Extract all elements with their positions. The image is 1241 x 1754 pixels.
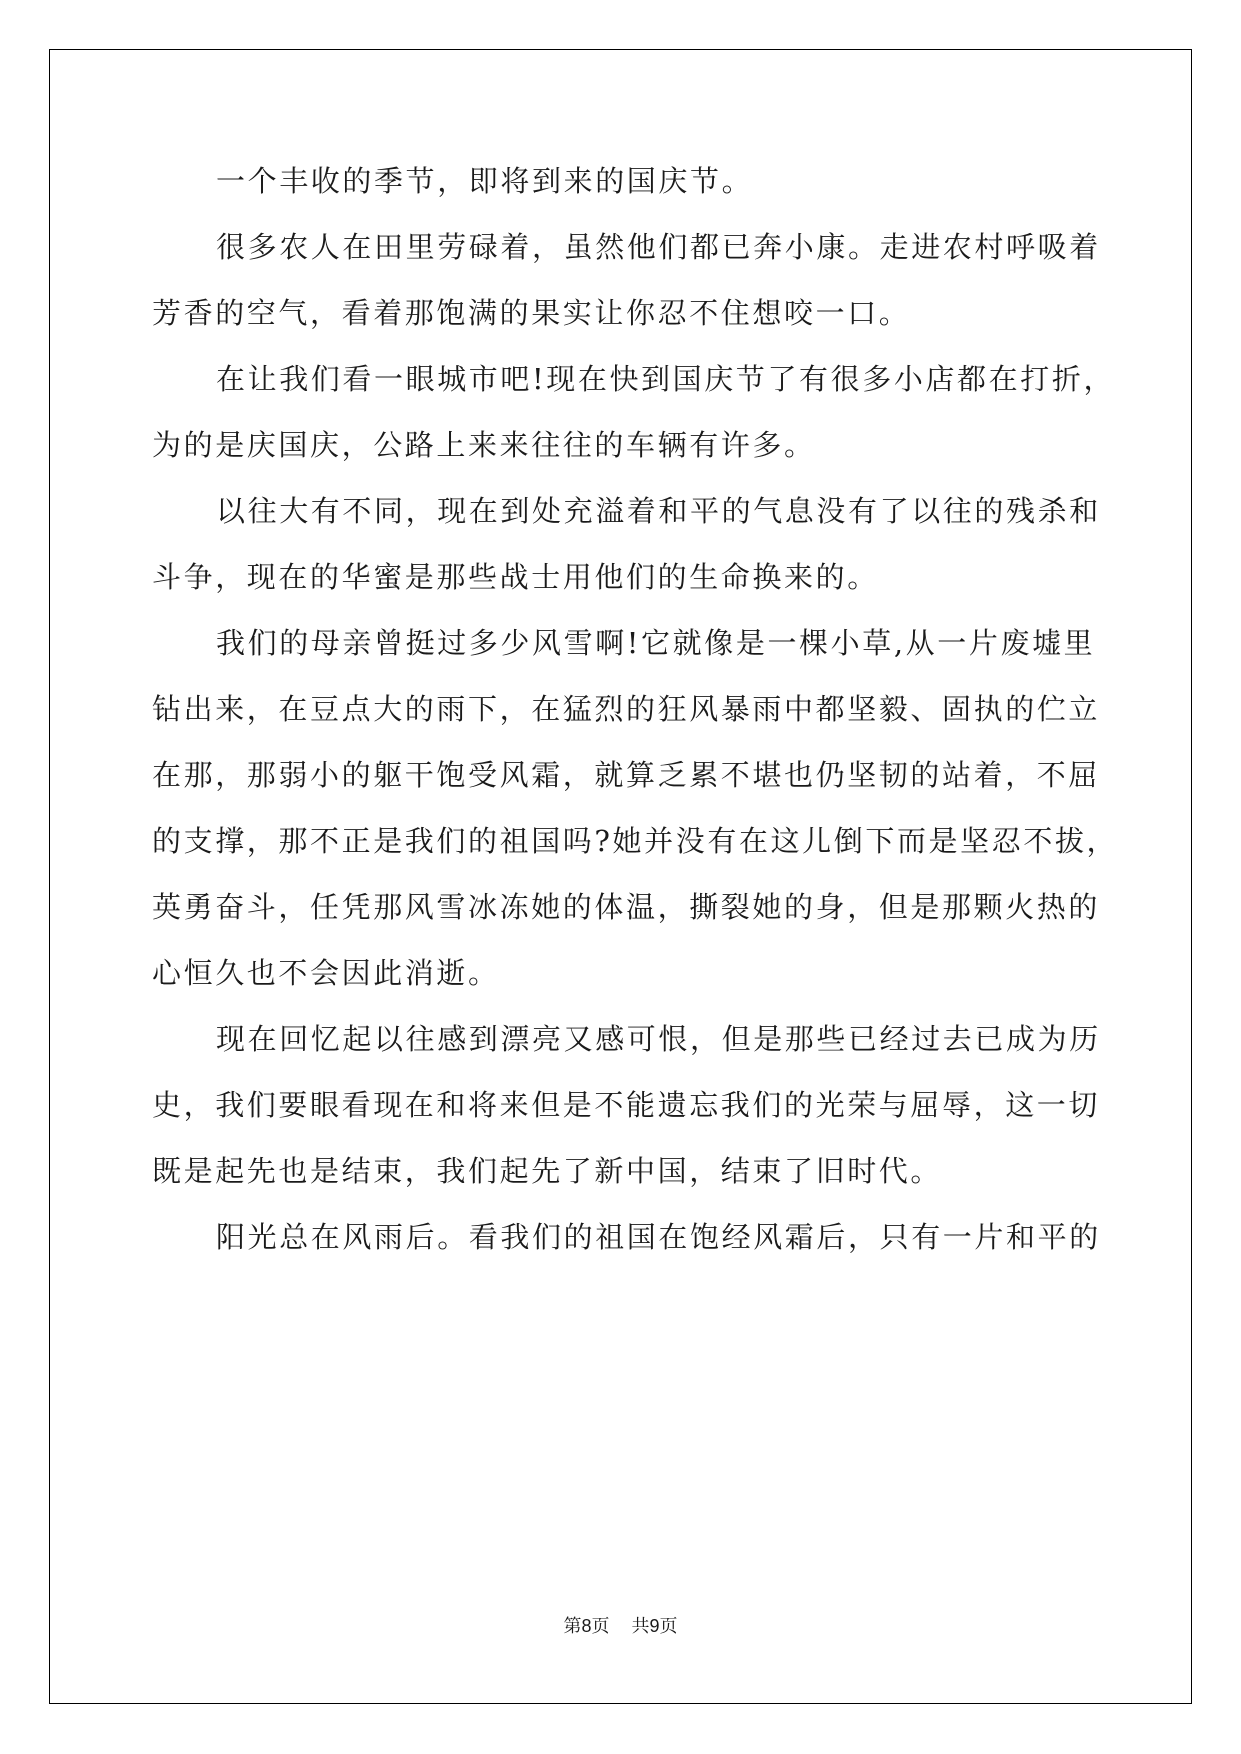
text-line: 在让我们看一眼城市吧!现在快到国庆节了有很多小店都在打折， — [216, 362, 1116, 396]
text-line: 为的是庆国庆，公路上来来往往的车辆有许多。 — [152, 428, 816, 462]
text-line: 芳香的空气，看着那饱满的果实让你忍不住想咬一口。 — [152, 296, 911, 330]
total-prefix: 共 — [631, 1616, 650, 1637]
text-line: 很多农人在田里劳碌着，虽然他们都已奔小康。走进农村呼吸着 — [216, 230, 1101, 264]
text-line: 阳光总在风雨后。看我们的祖国在饱经风霜后，只有一片和平的 — [216, 1220, 1101, 1254]
page-prefix: 第 — [563, 1616, 582, 1637]
text-line: 英勇奋斗，任凭那风雪冰冻她的体温，撕裂她的身，但是那颗火热的 — [152, 890, 1101, 924]
text-line: 心恒久也不会因此消逝。 — [152, 956, 500, 990]
text-line: 斗争，现在的华蜜是那些战士用他们的生命换来的。 — [152, 560, 879, 594]
page-total: 9 — [649, 1616, 660, 1636]
text-line: 以往大有不同，现在到处充溢着和平的气息没有了以往的残杀和 — [216, 494, 1101, 528]
text-line: 一个丰收的季节，即将到来的国庆节。 — [216, 164, 754, 198]
text-line: 史，我们要眼看现在和将来但是不能遗忘我们的光荣与屈辱，这一切 — [152, 1088, 1101, 1122]
text-line: 现在回忆起以往感到漂亮又感可恨，但是那些已经过去已成为历 — [216, 1022, 1101, 1056]
text-line: 在那，那弱小的躯干饱受风霜，就算乏累不堪也仍坚韧的站着，不屈 — [152, 758, 1101, 792]
text-line: 的支撑，那不正是我们的祖国吗?她并没有在这儿倒下而是坚忍不拔， — [152, 824, 1119, 858]
page-suffix: 页 — [591, 1616, 610, 1637]
document-body — [152, 155, 1119, 1277]
page-footer — [0, 1612, 1241, 1638]
text-line: 既是起先也是结束，我们起先了新中国，结束了旧时代。 — [152, 1154, 943, 1188]
total-suffix: 页 — [659, 1616, 678, 1637]
page-current: 8 — [581, 1616, 592, 1636]
text-line: 钻出来，在豆点大的雨下，在猛烈的狂风暴雨中都坚毅、固执的伫立 — [152, 692, 1101, 726]
text-line: 我们的母亲曾挺过多少风雪啊!它就像是一棵小草,从一片废墟里 — [216, 626, 1096, 660]
